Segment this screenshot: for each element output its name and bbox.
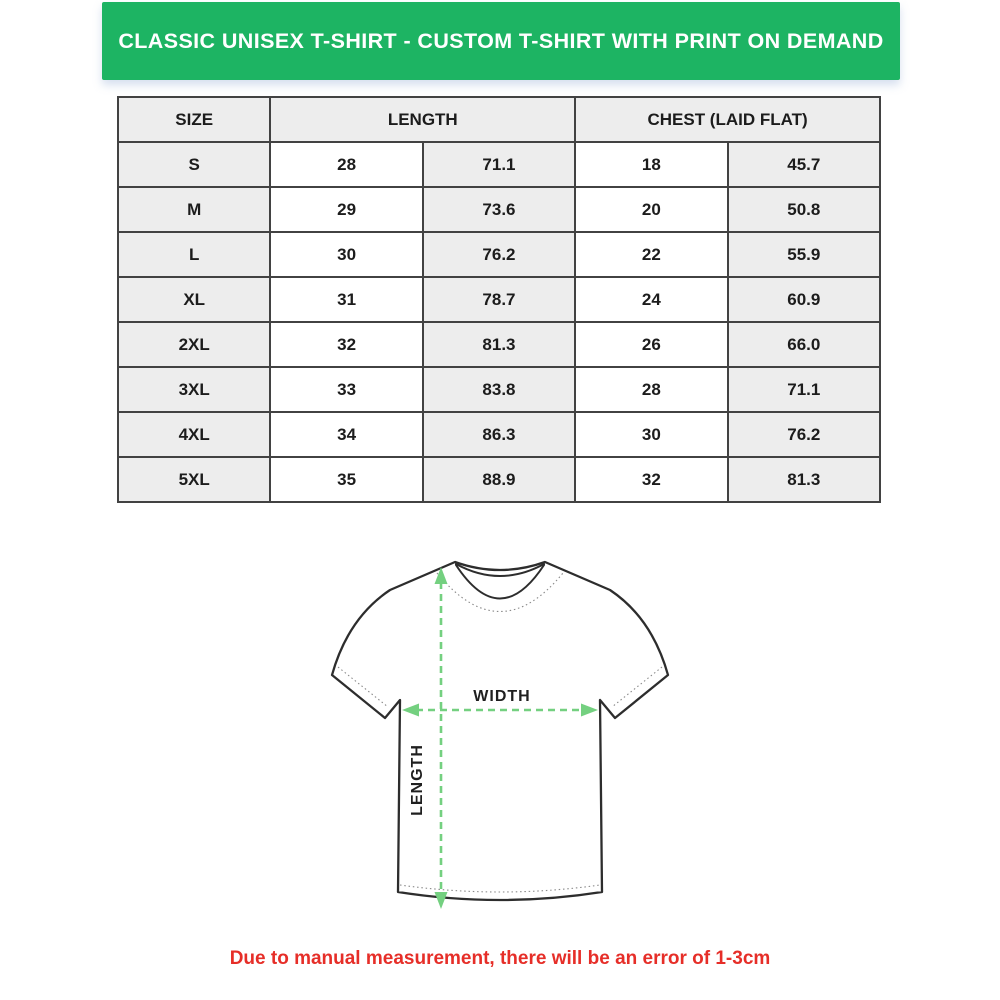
size-cell: 2XL: [118, 322, 270, 367]
size-cell: 3XL: [118, 367, 270, 412]
chest-in-cell: 20: [575, 187, 727, 232]
length-cm-cell: 83.8: [423, 367, 575, 412]
measurement-note: Due to manual measurement, there will be an error of 1-3cm: [229, 948, 771, 969]
size-cell: 4XL: [118, 412, 270, 457]
chest-in-cell: 30: [575, 412, 727, 457]
tshirt-measurement-diagram: [300, 540, 700, 940]
chest-in-cell: 32: [575, 457, 727, 502]
chest-in-cell: 26: [575, 322, 727, 367]
table-row: [118, 277, 880, 322]
length-in-cell: 33: [270, 367, 422, 412]
col-header-chest: CHEST (LAID FLAT): [575, 97, 880, 142]
chest-in-cell: 22: [575, 232, 727, 277]
chest-cm-cell: 66.0: [728, 322, 880, 367]
length-in-cell: 34: [270, 412, 422, 457]
chest-cm-cell: 55.9: [728, 232, 880, 277]
table-row: [118, 232, 880, 277]
table-header-row: [118, 97, 880, 142]
title-banner: [102, 2, 900, 80]
col-header-length: LENGTH: [270, 97, 575, 142]
tshirt-outline: [332, 562, 668, 900]
length-in-cell: 29: [270, 187, 422, 232]
table-row: [118, 412, 880, 457]
table-row: [118, 457, 880, 502]
length-cm-cell: 86.3: [423, 412, 575, 457]
table-row: [118, 142, 880, 187]
width-label: WIDTH: [473, 688, 531, 705]
chest-cm-cell: 45.7: [728, 142, 880, 187]
length-cm-cell: 88.9: [423, 457, 575, 502]
length-cm-cell: 73.6: [423, 187, 575, 232]
length-cm-cell: 81.3: [423, 322, 575, 367]
size-cell: 5XL: [118, 457, 270, 502]
length-cm-cell: 78.7: [423, 277, 575, 322]
size-cell: XL: [118, 277, 270, 322]
chest-cm-cell: 60.9: [728, 277, 880, 322]
chest-in-cell: 24: [575, 277, 727, 322]
table-row: [118, 322, 880, 367]
length-in-cell: 32: [270, 322, 422, 367]
length-in-cell: 35: [270, 457, 422, 502]
length-arrow-down-head: [435, 892, 448, 909]
chest-cm-cell: 81.3: [728, 457, 880, 502]
chest-in-cell: 18: [575, 142, 727, 187]
chest-cm-cell: 71.1: [728, 367, 880, 412]
page-title: CLASSIC UNISEX T-SHIRT - CUSTOM T-SHIRT WITH PRINT ON DEMAND: [118, 28, 884, 53]
table-row: [118, 367, 880, 412]
length-cm-cell: 76.2: [423, 232, 575, 277]
length-in-cell: 30: [270, 232, 422, 277]
col-header-size: SIZE: [118, 97, 270, 142]
length-label: LENGTH: [409, 744, 426, 816]
size-cell: M: [118, 187, 270, 232]
size-chart-table: [117, 96, 881, 503]
length-in-cell: 31: [270, 277, 422, 322]
length-cm-cell: 71.1: [423, 142, 575, 187]
chest-cm-cell: 76.2: [728, 412, 880, 457]
tshirt-illustration: [300, 540, 700, 940]
length-in-cell: 28: [270, 142, 422, 187]
chest-cm-cell: 50.8: [728, 187, 880, 232]
table-row: [118, 187, 880, 232]
chest-in-cell: 28: [575, 367, 727, 412]
size-cell: S: [118, 142, 270, 187]
size-cell: L: [118, 232, 270, 277]
